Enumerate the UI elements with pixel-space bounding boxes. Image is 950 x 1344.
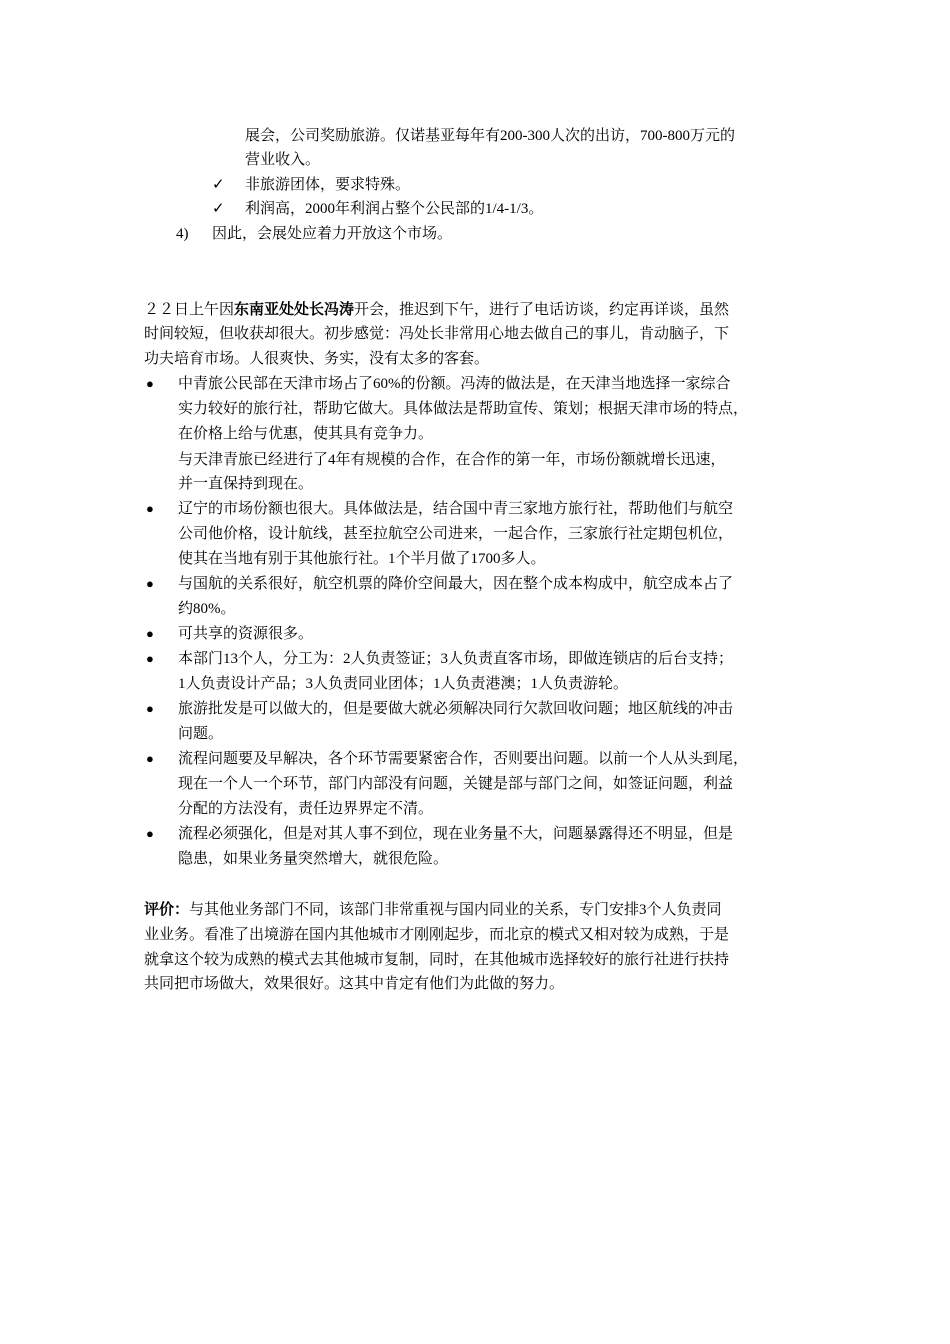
bullet-1-line-4: 与天津青旅已经进行了4年有规模的合作，在合作的第一年，市场份额就增长迅速，	[178, 452, 726, 468]
bullet-dot-icon: ●	[146, 651, 154, 666]
intro-cont-line-1: 展会，公司奖励旅游。仅诺基亚每年有200-300人次的出访，700-800万元的	[245, 128, 735, 144]
evaluation-line-4: 共同把市场做大，效果很好。这其中肯定有他们为此做的努力。	[144, 976, 565, 992]
bullet-8-line-1: 流程必须强化，但是对其人事不到位，现在业务量不大，问题暴露得还不明显，但是	[178, 826, 734, 842]
bullet-7-line-3: 分配的方法没有，责任边界界定不清。	[178, 801, 434, 817]
meeting-line-1-rest: 开会，推迟到下午，进行了电话访谈，约定再详谈，虽然	[354, 302, 730, 318]
meeting-line-2: 时间较短，但收获却很大。初步感觉：冯处长非常用心地去做自己的事儿，肯动脑子，下	[144, 326, 730, 342]
bullet-1-line-3: 在价格上给与优惠，使其具有竞争力。	[178, 426, 434, 442]
evaluation-line-3: 就拿这个较为成熟的模式去其他城市复制，同时，在其他城市选择较好的旅行社进行扶持	[144, 952, 730, 968]
meeting-line-3: 功夫培育市场。人很爽快、务实，没有太多的客套。	[144, 351, 490, 367]
bullet-3-line-1: 与国航的关系很好，航空机票的降价空间最大，因在整个成本构成中，航空成本占了	[178, 576, 734, 592]
bullet-dot-icon: ●	[146, 501, 154, 516]
intro-cont-line-2: 营业收入。	[245, 152, 321, 168]
bullet-dot-icon: ●	[146, 376, 154, 391]
meeting-bold-name: 东南亚处处长冯涛	[234, 302, 355, 318]
bullet-7-line-2: 现在一个人一个环节，部门内部没有问题，关键是部与部门之间，如签证问题，利益	[178, 776, 734, 792]
bullet-7-line-1: 流程问题要及早解决，各个环节需要紧密合作，否则要出问题。以前一个人从头到尾，	[178, 751, 749, 767]
bullet-2-line-1: 辽宁的市场份额也很大。具体做法是，结合国中青三家地方旅行社，帮助他们与航空	[178, 501, 734, 517]
bullet-dot-icon: ●	[146, 701, 154, 716]
bullet-dot-icon: ●	[146, 751, 154, 766]
evaluation-label: 评价：	[144, 902, 190, 918]
meeting-prefix: ２２日上午因	[144, 302, 235, 318]
bullet-3-line-2: 约80%。	[178, 601, 236, 617]
check-icon: ✓	[212, 201, 225, 217]
bullet-1-line-1: 中青旅公民部在天津市场占了60%的份额。冯涛的做法是，在天津当地选择一家综合	[178, 376, 731, 392]
meeting-line-1	[144, 298, 729, 322]
bullet-6-line-2: 问题。	[178, 726, 224, 742]
evaluation-line-1	[144, 898, 722, 922]
bullet-dot-icon: ●	[146, 576, 154, 591]
evaluation-line-1-rest: 与其他业务部门不同，该部门非常重视与国内同业的关系，专门安排3个人负责同	[189, 902, 722, 918]
bullet-6-line-1: 旅游批发是可以做大的，但是要做大就必须解决同行欠款回收问题；地区航线的冲击	[178, 701, 734, 717]
evaluation-line-2: 业业务。看准了出境游在国内其他城市才刚刚起步，而北京的模式又相对较为成熟，于是	[144, 927, 730, 943]
numbered-item-number: 4)	[176, 226, 189, 242]
bullet-dot-icon: ●	[146, 826, 154, 841]
bullet-1-line-5: 并一直保持到现在。	[178, 476, 314, 492]
bullet-1-line-2: 实力较好的旅行社，帮助它做大。具体做法是帮助宣传、策划；根据天津市场的特点，	[178, 401, 749, 417]
check-item-1: 非旅游团体，要求特殊。	[245, 177, 411, 193]
bullet-dot-icon: ●	[146, 626, 154, 641]
bullet-2-line-2: 公司他价格，设计航线，甚至拉航空公司进来，一起合作，三家旅行社定期包机位，	[178, 526, 734, 542]
bullet-2-line-3: 使其在当地有别于其他旅行社。1个半月做了1700多人。	[178, 551, 546, 567]
bullet-5-line-1: 本部门13个人，分工为：2人负责签证；3人负责直客市场，即做连锁店的后台支持；	[178, 651, 734, 667]
numbered-item-text: 因此，会展处应着力开放这个市场。	[212, 226, 453, 242]
check-item-2: 利润高，2000年利润占整个公民部的1/4-1/3。	[245, 201, 544, 217]
bullet-8-line-2: 隐患，如果业务量突然增大，就很危险。	[178, 851, 449, 867]
bullet-4-line-1: 可共享的资源很多。	[178, 626, 314, 642]
bullet-5-line-2: 1人负责设计产品；3人负责同业团体；1人负责港澳；1人负责游轮。	[178, 676, 629, 692]
check-icon: ✓	[212, 177, 225, 193]
